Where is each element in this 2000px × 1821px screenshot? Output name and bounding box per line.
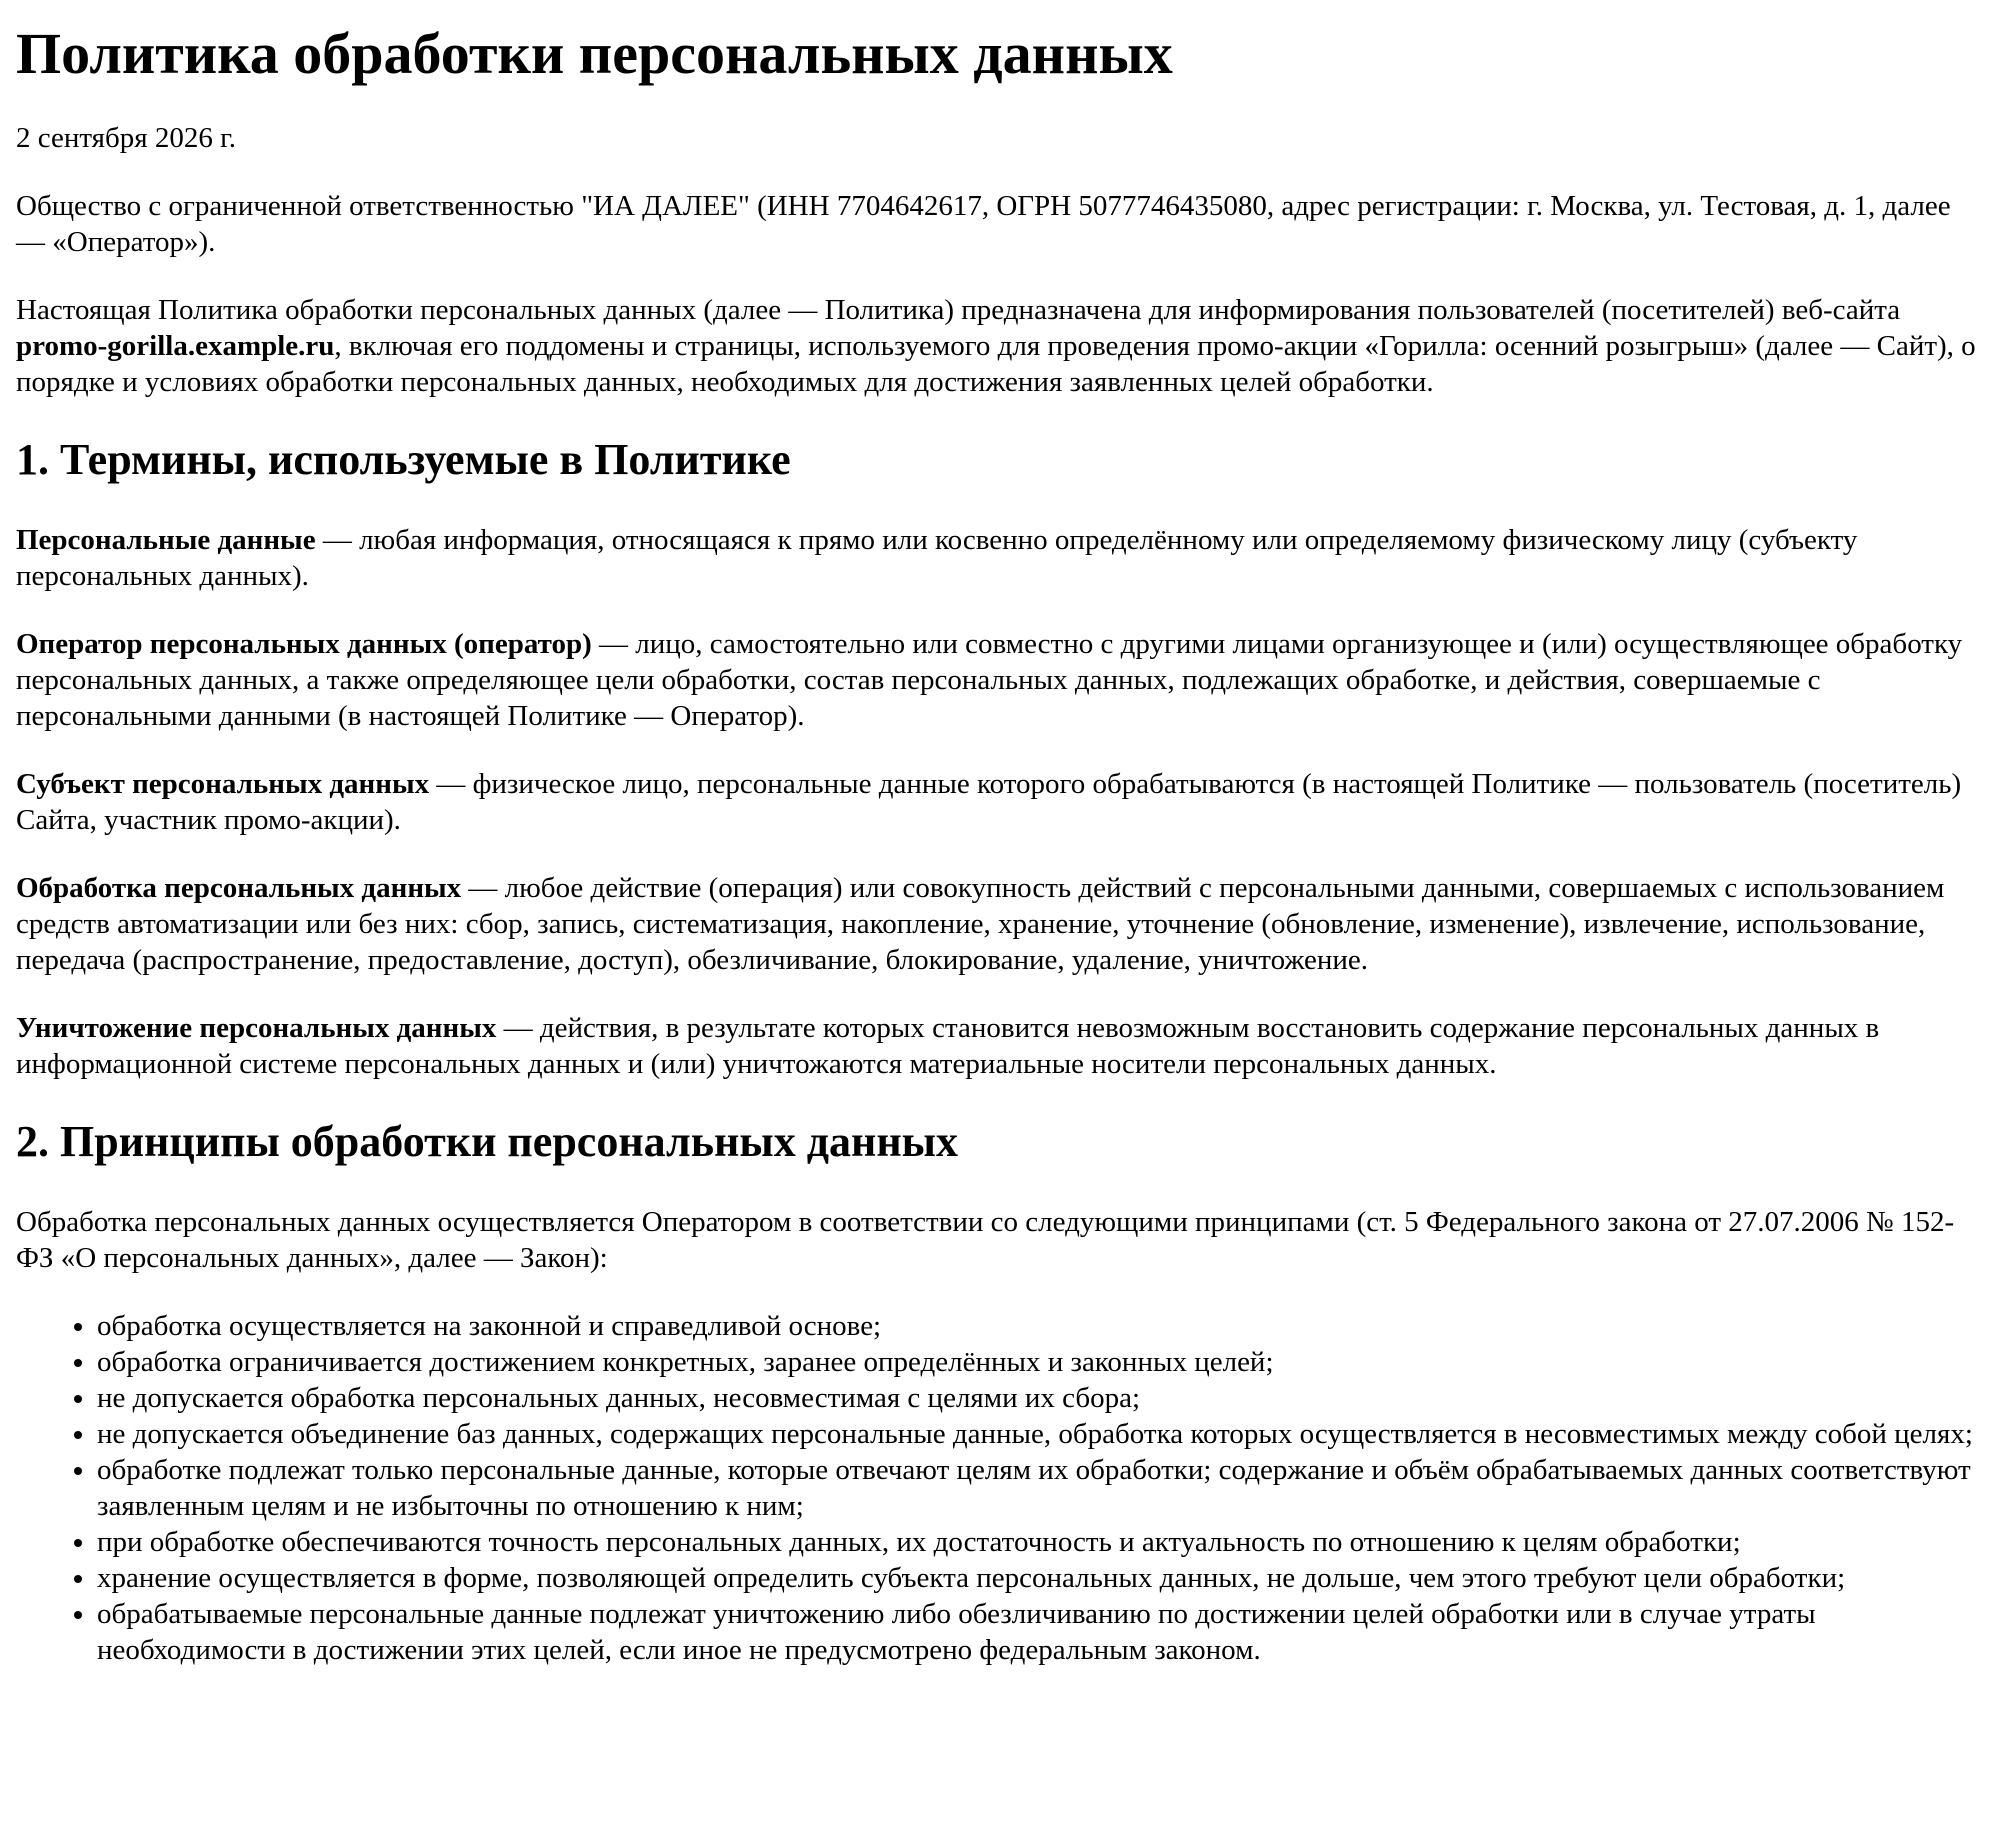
- term-definition: — любое действие (операция) или совокупность действий с персональными данными, совершаемых с использованием средств автоматизации или без них: сбор, запись, систематизация, накопление, хранение, уточнение (обновление, изменение), извлечение, использование, передача (распространение, предоставление, доступ), обезличивание, блокирование, удаление, уничтожение.: [16, 872, 1945, 976]
- page-title: Политика обработки персональных данных: [16, 21, 1173, 86]
- term-personal-data: [16, 522, 1984, 594]
- term-processing: [16, 870, 1984, 978]
- document-date: 2 сентября 2026 г.: [16, 122, 236, 154]
- term-name: Оператор персональных данных (оператор): [16, 628, 592, 660]
- list-item: • не допускается обработка персональных данных, несовместимая с целями их сбора;: [97, 1380, 1984, 1416]
- list-item: • при обработке обеспечиваются точность персональных данных, их достаточность и актуальность по отношению к целям обработки;: [97, 1524, 1984, 1560]
- list-item: • обработка осуществляется на законной и справедливой основе;: [97, 1308, 1984, 1344]
- term-name: Уничтожение персональных данных: [16, 1012, 497, 1044]
- operator-info: Общество с ограниченной ответственностью "ИА ДАЛЕЕ" (ИНН 7704642617, ОГРН 5077746435080, адрес регистрации: г. Москва, ул. Тестовая, д. 1, далее — «Оператор»).: [16, 190, 1951, 258]
- term-name: Персональные данные: [16, 524, 316, 556]
- term-subject: [16, 766, 1984, 838]
- section-1-heading: 1. Термины, используемые в Политике: [16, 435, 791, 484]
- list-item: • обработке подлежат только персональные данные, которые отвечают целям их обработки; содержание и объём обрабатываемых данных соответствуют заявленным целям и не избыточны по отношению к ним;: [97, 1452, 1984, 1524]
- section-2-heading: 2. Принципы обработки персональных данных: [16, 1117, 959, 1166]
- policy-document: [0, 21, 2000, 1668]
- term-name: Обработка персональных данных: [16, 872, 462, 904]
- section-2-intro: Обработка персональных данных осуществляется Оператором в соответствии со следующими принципами (ст. 5 Федерального закона от 27.07.2006 № 152-ФЗ «О персональных данных», далее — Закон):: [16, 1206, 1955, 1274]
- list-item: • не допускается объединение баз данных, содержащих персональные данные, обработка которых осуществляется в несовместимых между собой целях;: [97, 1416, 1984, 1452]
- principles-list: [16, 1308, 1984, 1668]
- list-item: • хранение осуществляется в форме, позволяющей определить субъекта персональных данных, не дольше, чем этого требуют цели обработки;: [97, 1560, 1984, 1596]
- term-definition: — любая информация, относящаяся к прямо или косвенно определённому или определяемому физическому лицу (субъекту персональных данных).: [16, 524, 1858, 592]
- list-item: • обработка ограничивается достижением конкретных, заранее определённых и законных целей;: [97, 1344, 1984, 1380]
- intro-paragraph: [16, 292, 1984, 400]
- term-definition: — физическое лицо, персональные данные которого обрабатываются (в настоящей Политике — пользователь (посетитель) Сайта, участник промо-акции).: [16, 768, 1962, 836]
- site-domain: promo-gorilla.example.ru: [16, 330, 335, 362]
- list-item: • обрабатываемые персональные данные подлежат уничтожению либо обезличиванию по достижении целей обработки или в случае утраты необходимости в достижении этих целей, если иное не предусмотрено федеральным законом.: [97, 1596, 1984, 1668]
- term-definition: — лицо, самостоятельно или совместно с другими лицами организующее и (или) осуществляющее обработку персональных данных, а также определяющее цели обработки, состав персональных данных, подлежащих обработке, и действия, совершаемые с персональными данными (в настоящей Политике — Оператор).: [16, 628, 1963, 732]
- term-name: Субъект персональных данных: [16, 768, 430, 800]
- intro-text-before: Настоящая Политика обработки персональных данных (далее — Политика) предназначена для информирования пользователей (посетителей) веб-сайта: [16, 294, 1901, 326]
- intro-text-after: , включая его поддомены и страницы, используемого для проведения промо-акции «Горилла: осенний розыгрыш» (далее — Сайт), о порядке и условиях обработки персональных данных, необходимых для достижения заявленных целей обработки.: [16, 330, 1976, 398]
- term-destruction: [16, 1010, 1984, 1082]
- term-definition: — действия, в результате которых становится невозможным восстановить содержание персональных данных в информационной системе персональных данных и (или) уничтожаются материальные носители персональных данных.: [16, 1012, 1880, 1080]
- term-operator: [16, 626, 1984, 734]
